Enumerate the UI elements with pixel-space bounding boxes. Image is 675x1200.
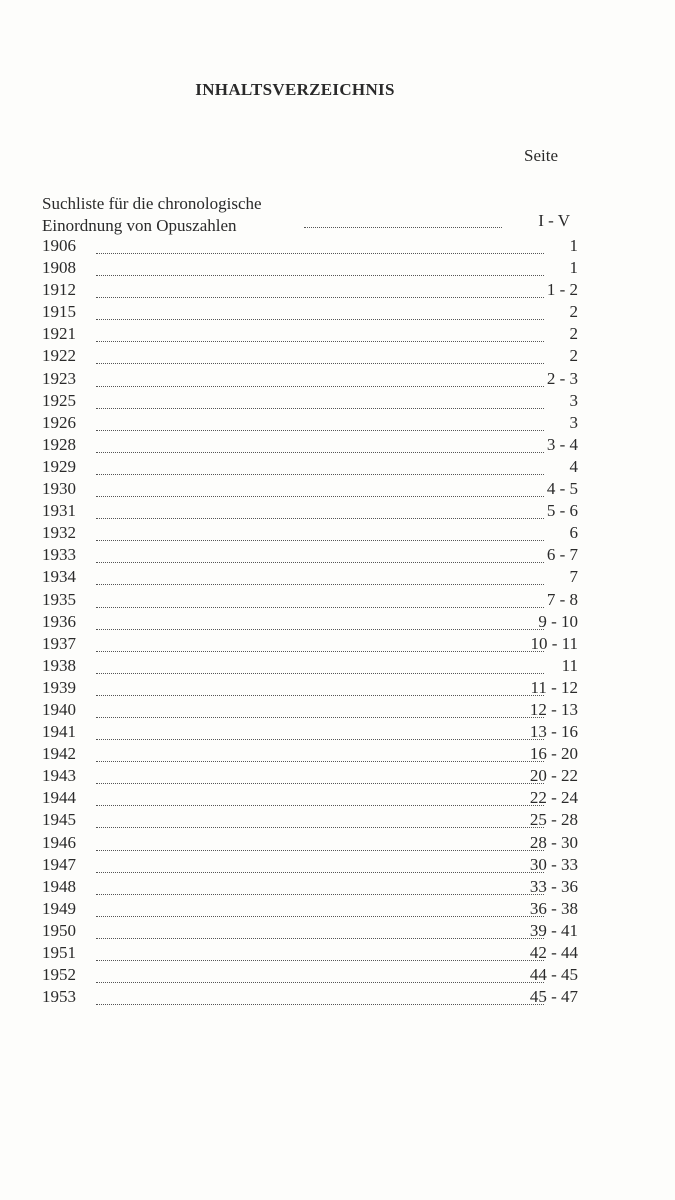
toc-row xyxy=(42,833,582,855)
toc-pages: 30 - 33 xyxy=(529,854,578,874)
toc-year: 1935 xyxy=(42,589,76,609)
toc-pages: 20 - 22 xyxy=(529,766,578,786)
leader-dots xyxy=(96,781,544,784)
toc-row xyxy=(42,810,582,832)
leader-dots xyxy=(96,627,544,630)
toc-row xyxy=(42,766,582,788)
toc-row xyxy=(42,523,582,545)
toc-pages: 7 xyxy=(569,567,578,587)
leader-dots xyxy=(96,649,544,652)
leader-dots xyxy=(96,516,544,519)
leader-dots xyxy=(96,759,544,762)
toc-pages: 9 - 10 xyxy=(538,611,578,631)
leader-dots xyxy=(96,958,544,961)
toc-pages: 3 - 4 xyxy=(546,434,578,454)
toc-pages: 1 - 2 xyxy=(546,280,578,300)
toc-row xyxy=(42,567,582,589)
toc-pages: 13 - 16 xyxy=(529,722,578,742)
toc-year: 1915 xyxy=(42,302,76,322)
leader-dots xyxy=(96,317,544,320)
leader-dots xyxy=(96,472,544,475)
toc-pages: 5 - 6 xyxy=(546,501,578,521)
toc-row xyxy=(42,722,582,744)
leader-dots xyxy=(96,715,544,718)
toc-pages: 2 xyxy=(569,302,578,322)
intro-line-2: Einordnung von Opuszahlen xyxy=(42,216,237,235)
toc-year: 1925 xyxy=(42,390,76,410)
page-title: INHALTSVERZEICHNIS xyxy=(195,80,395,99)
toc-row xyxy=(42,899,582,921)
toc-year: 1921 xyxy=(42,324,76,344)
toc-pages: 25 - 28 xyxy=(529,810,578,830)
leader-dots xyxy=(96,693,544,696)
toc-pages: 4 xyxy=(569,456,578,476)
toc-pages: 2 xyxy=(569,346,578,366)
toc-year: 1929 xyxy=(42,456,76,476)
toc-year: 1947 xyxy=(42,854,76,874)
toc-row xyxy=(42,590,582,612)
toc-pages: 3 xyxy=(569,390,578,410)
toc-pages: 33 - 36 xyxy=(529,876,578,896)
leader-dots xyxy=(96,251,544,254)
leader-dots xyxy=(96,980,544,983)
toc-year: 1928 xyxy=(42,434,76,454)
toc-row xyxy=(42,258,582,280)
toc-pages: 28 - 30 xyxy=(529,832,578,852)
toc-pages: 16 - 20 xyxy=(529,744,578,764)
intro-pages: I - V xyxy=(538,211,570,230)
toc-year: 1906 xyxy=(42,236,76,255)
toc-pages: 11 xyxy=(561,655,578,675)
toc-pages: 39 - 41 xyxy=(529,920,578,940)
toc-pages: 2 xyxy=(569,324,578,344)
leader-dots xyxy=(96,914,544,917)
intro-line-1: Suchliste für die chronologische xyxy=(42,194,262,213)
toc-row xyxy=(42,700,582,722)
toc-row xyxy=(42,545,582,567)
leader-dots xyxy=(96,406,544,409)
leader-dots xyxy=(96,560,544,563)
toc-row xyxy=(42,656,582,678)
intro-entry xyxy=(42,193,262,237)
toc-pages: 44 - 45 xyxy=(529,965,578,985)
toc-pages: 6 - 7 xyxy=(546,545,578,565)
toc-row xyxy=(42,479,582,501)
toc-year: 1942 xyxy=(42,744,76,764)
leader-dots xyxy=(96,825,544,828)
toc-pages: 4 - 5 xyxy=(546,479,578,499)
toc-year: 1950 xyxy=(42,920,76,940)
toc-row xyxy=(42,678,582,700)
toc-list xyxy=(42,236,582,1009)
intro-leader-dots xyxy=(304,225,502,228)
toc-row xyxy=(42,987,582,1009)
toc-year: 1952 xyxy=(42,965,76,985)
leader-dots xyxy=(96,273,544,276)
leader-dots xyxy=(96,582,544,585)
leader-dots xyxy=(96,339,544,342)
toc-row xyxy=(42,391,582,413)
toc-pages: 36 - 38 xyxy=(529,898,578,918)
leader-dots xyxy=(96,428,544,431)
toc-row xyxy=(42,346,582,368)
toc-row xyxy=(42,280,582,302)
toc-pages: 22 - 24 xyxy=(529,788,578,808)
toc-year: 1930 xyxy=(42,479,76,499)
leader-dots xyxy=(96,361,544,364)
toc-year: 1943 xyxy=(42,766,76,786)
toc-year: 1908 xyxy=(42,258,76,278)
toc-year: 1946 xyxy=(42,832,76,852)
toc-pages: 45 - 47 xyxy=(529,987,578,1007)
toc-year: 1926 xyxy=(42,412,76,432)
toc-row xyxy=(42,236,582,258)
leader-dots xyxy=(96,737,544,740)
leader-dots xyxy=(96,892,544,895)
toc-row xyxy=(42,943,582,965)
toc-year: 1938 xyxy=(42,655,76,675)
leader-dots xyxy=(96,803,544,806)
toc-pages: 7 - 8 xyxy=(546,589,578,609)
toc-row xyxy=(42,457,582,479)
toc-row xyxy=(42,921,582,943)
toc-year: 1953 xyxy=(42,987,76,1007)
toc-row xyxy=(42,634,582,656)
leader-dots xyxy=(96,605,544,608)
leader-dots xyxy=(96,1002,544,1005)
toc-row xyxy=(42,413,582,435)
leader-dots xyxy=(96,671,544,674)
leader-dots xyxy=(96,295,544,298)
toc-pages: 2 - 3 xyxy=(546,368,578,388)
toc-year: 1937 xyxy=(42,633,76,653)
toc-row xyxy=(42,855,582,877)
toc-year: 1948 xyxy=(42,876,76,896)
toc-year: 1931 xyxy=(42,501,76,521)
toc-pages: 12 - 13 xyxy=(529,699,578,719)
toc-year: 1936 xyxy=(42,611,76,631)
toc-year: 1932 xyxy=(42,523,76,543)
page-column-header: Seite xyxy=(524,146,558,165)
leader-dots xyxy=(96,450,544,453)
toc-pages: 1 xyxy=(569,236,578,255)
toc-row xyxy=(42,612,582,634)
leader-dots xyxy=(96,936,544,939)
toc-pages: 1 xyxy=(569,258,578,278)
toc-year: 1951 xyxy=(42,943,76,962)
leader-dots xyxy=(96,494,544,497)
toc-row xyxy=(42,877,582,899)
leader-dots xyxy=(96,848,544,851)
toc-row xyxy=(42,369,582,391)
toc-pages: 3 xyxy=(569,412,578,432)
toc-row xyxy=(42,324,582,346)
toc-year: 1944 xyxy=(42,788,76,808)
leader-dots xyxy=(96,538,544,541)
toc-pages: 11 - 12 xyxy=(530,677,578,697)
toc-row xyxy=(42,501,582,523)
leader-dots xyxy=(96,870,544,873)
toc-pages: 6 xyxy=(569,523,578,543)
toc-row xyxy=(42,744,582,766)
toc-year: 1933 xyxy=(42,545,76,565)
toc-year: 1940 xyxy=(42,699,76,719)
toc-year: 1934 xyxy=(42,567,76,587)
leader-dots xyxy=(96,384,544,387)
toc-row xyxy=(42,435,582,457)
toc-row xyxy=(42,965,582,987)
toc-year: 1949 xyxy=(42,898,76,918)
toc-year: 1912 xyxy=(42,280,76,300)
toc-row xyxy=(42,302,582,324)
toc-year: 1945 xyxy=(42,810,76,830)
toc-pages: 10 - 11 xyxy=(530,633,578,653)
toc-row xyxy=(42,788,582,810)
toc-year: 1922 xyxy=(42,346,76,366)
toc-pages: 42 - 44 xyxy=(529,943,578,962)
toc-year: 1923 xyxy=(42,368,76,388)
toc-year: 1941 xyxy=(42,722,76,742)
toc-year: 1939 xyxy=(42,677,76,697)
